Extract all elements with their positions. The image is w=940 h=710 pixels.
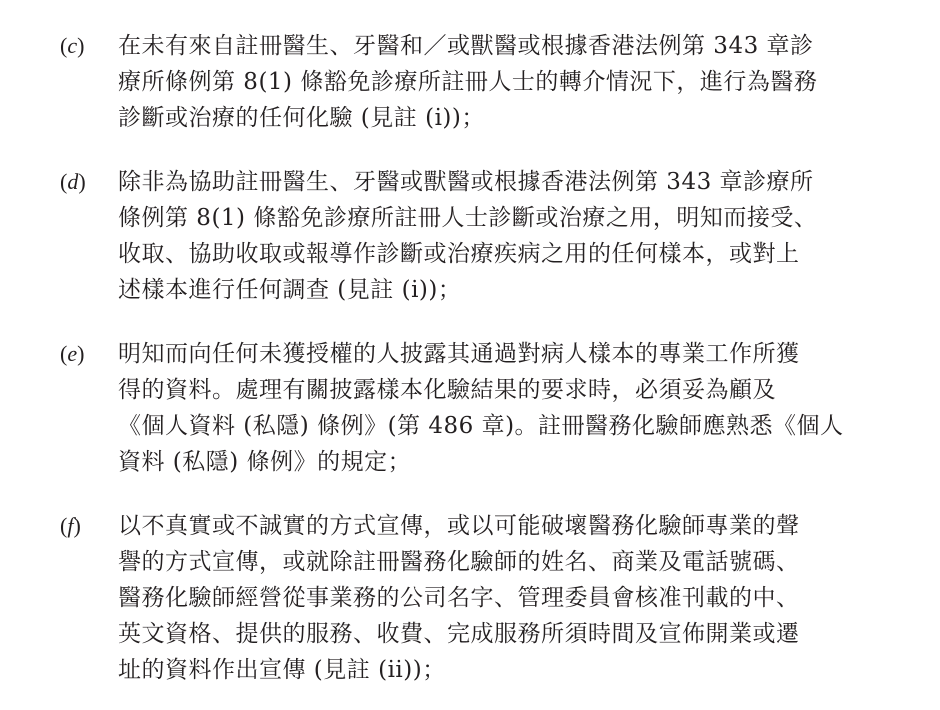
clause-text [118, 28, 908, 136]
clause-letter: c [67, 33, 78, 58]
text-line: 《個人資料 (私隱) 條例》(第 486 章)。註冊醫務化驗師應熟悉《個人 [118, 413, 844, 439]
clause-marker: (d) [60, 169, 86, 194]
text-line: 英文資格、提供的服務、收費、完成服務所須時間及宣佈開業或遷 [118, 621, 800, 647]
text-line: 明知而向任何未獲授權的人披露其通過對病人樣本的專業工作所獲 [118, 341, 800, 367]
text-line: 址的資料作出宣傳 (見註 (ii))； [118, 657, 446, 683]
clause-text [118, 336, 908, 480]
text-line: 得的資料。處理有關披露樣本化驗結果的要求時，必須妥為顧及 [118, 377, 776, 403]
clause-marker: (f) [60, 513, 81, 538]
text-line: 除非為協助註冊醫生、牙醫或獸醫或根據香港法例第 343 章診療所 [118, 169, 814, 195]
clause-letter: d [67, 169, 79, 194]
text-line: 以不真實或不誠實的方式宣傳，或以可能破壞醫務化驗師專業的聲 [118, 513, 800, 539]
clause-text [118, 164, 908, 308]
text-line: 醫務化驗師經營從事業務的公司名字、管理委員會核准刊載的中、 [118, 585, 800, 611]
clause-text [118, 508, 908, 688]
clause-letter: f [67, 513, 74, 538]
clause-letter: e [67, 341, 78, 366]
text-line: 診斷或治療的任何化驗 (見註 (i))； [118, 105, 485, 131]
clause-marker: (c) [60, 33, 85, 58]
text-line: 述樣本進行任何調查 (見註 (i))； [118, 277, 462, 303]
text-line: 收取、協助收取或報導作診斷或治療疾病之用的任何樣本，或對上 [118, 241, 800, 267]
clause-marker: (e) [60, 341, 85, 366]
text-line: 資料 (私隱) 條例》的規定； [118, 449, 412, 475]
text-line: 在未有來自註冊醫生、牙醫和／或獸醫或根據香港法例第 343 章診 [118, 33, 814, 59]
text-line: 療所條例第 8(1) 條豁免診療所註冊人士的轉介情況下，進行為醫務 [118, 69, 818, 95]
text-line: 條例第 8(1) 條豁免診療所註冊人士診斷或治療之用，明知而接受、 [118, 205, 818, 231]
text-line: 譽的方式宣傳，或就除註冊醫務化驗師的姓名、商業及電話號碼、 [118, 549, 800, 575]
